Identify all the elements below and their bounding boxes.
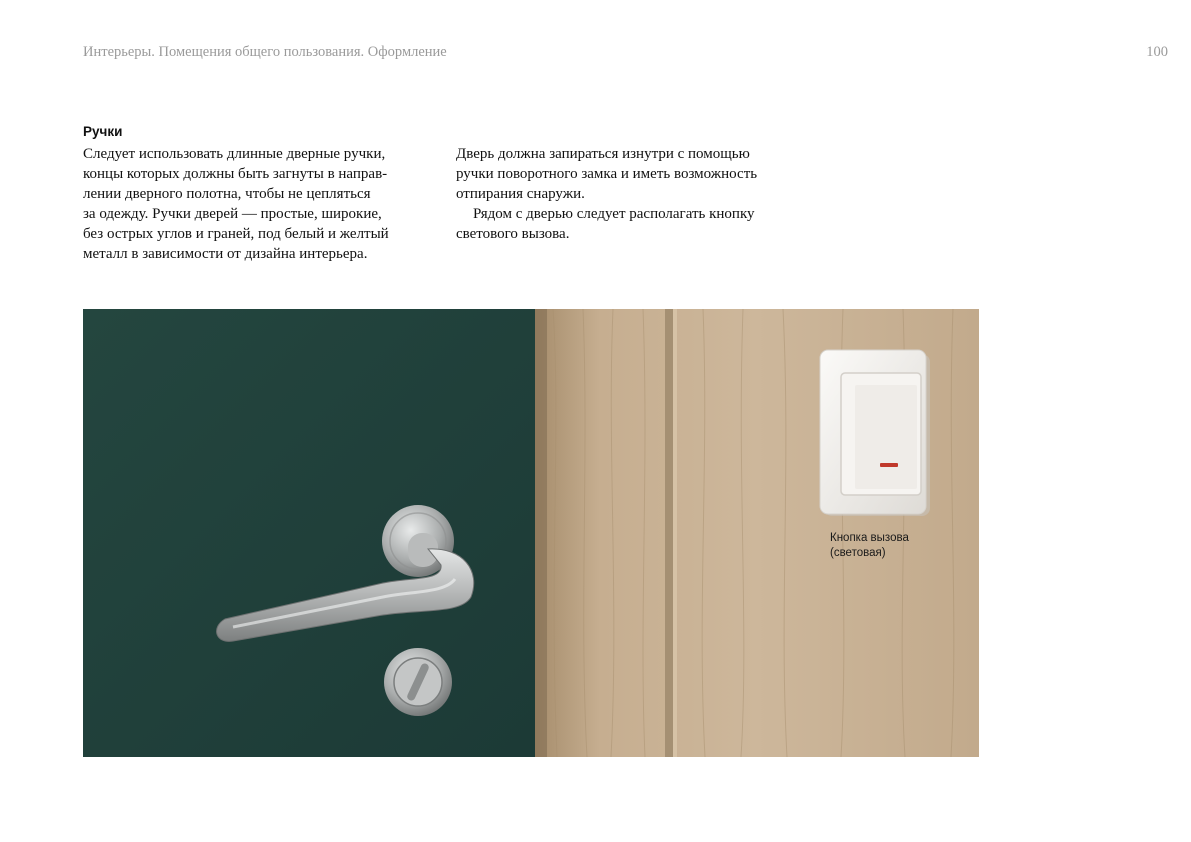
text-column-right bbox=[456, 144, 801, 244]
text-line: отпирания снаружи. bbox=[456, 186, 585, 202]
text-line: металл в зависимости от дизайна интерьера. bbox=[83, 246, 368, 262]
caption-line: Кнопка вызова bbox=[830, 532, 909, 544]
door-panel bbox=[83, 309, 535, 757]
frame-highlight bbox=[673, 309, 677, 757]
text-line: лении дверного полотна, чтобы не цепляться bbox=[83, 186, 371, 202]
text-line: Следует использовать длинные дверные ручки, bbox=[83, 146, 386, 162]
frame-shadow bbox=[533, 309, 547, 757]
figure-caption bbox=[830, 531, 909, 561]
text-line: Рядом с дверью следует располагать кнопку bbox=[473, 206, 755, 222]
section-heading: Ручки bbox=[83, 124, 123, 139]
text-line: ручки поворотного замка и иметь возможность bbox=[456, 166, 758, 182]
indicator-light bbox=[880, 463, 898, 467]
text-line: светового вызова. bbox=[456, 226, 570, 242]
caption-line: (световая) bbox=[830, 547, 886, 559]
text-column-left bbox=[83, 144, 428, 264]
call-switch bbox=[820, 350, 930, 516]
text-line: Дверь должна запираться изнутри с помощью bbox=[456, 146, 750, 162]
running-header: Интерьеры. Помещения общего пользования. Оформление bbox=[83, 44, 447, 60]
text-line: концы которых должны быть загнуты в направ- bbox=[83, 166, 388, 182]
text-line: без острых углов и граней, под белый и желтый bbox=[83, 226, 389, 242]
text-line: за одежду. Ручки дверей — простые, широкие, bbox=[83, 206, 382, 222]
frame-groove bbox=[665, 309, 673, 757]
page-number: 100 bbox=[1146, 44, 1168, 60]
